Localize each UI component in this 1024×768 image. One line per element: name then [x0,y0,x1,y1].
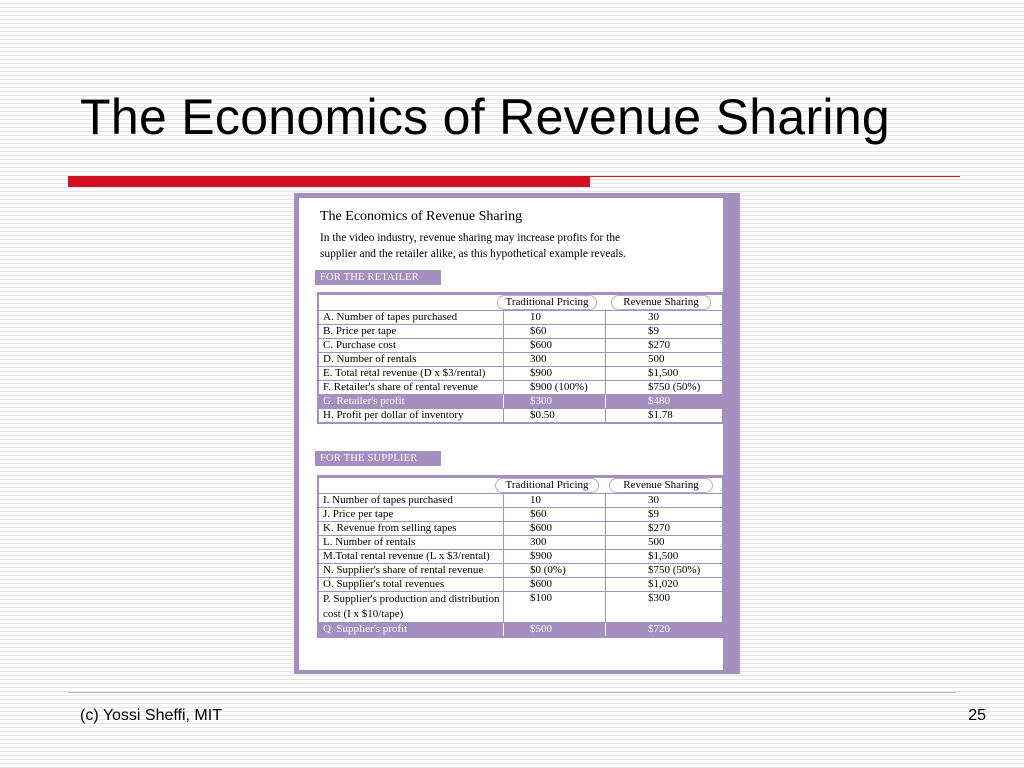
table-row [319,338,722,352]
row-label: Q. Supplier's profit [319,623,504,636]
traditional-value: 300 [504,536,606,549]
table-row [319,549,722,563]
table-row [319,521,722,535]
row-label: N. Supplier's share of rental revenue [319,564,504,577]
supplier-table-header [319,478,722,493]
revenue-sharing-value: $1,500 [648,550,679,562]
traditional-value: $0 (0%) [504,564,606,577]
traditional-value: $0.50 [504,409,606,422]
revenue-sharing-value: $270 [648,339,670,351]
supplier-col-traditional: Traditional Pricing [495,478,599,493]
traditional-value: $600 [504,578,606,591]
table-row [319,507,722,521]
traditional-value: $600 [504,339,606,352]
slide-title: The Economics of Revenue Sharing [80,89,891,145]
revenue-sharing-value: 500 [648,536,665,548]
row-label: I. Number of tapes purchased [319,494,504,507]
traditional-value: $100 [504,592,606,622]
traditional-value: $600 [504,522,606,535]
revenue-sharing-figure [294,193,740,674]
title-accent-bar [68,176,590,187]
row-label: D. Number of rentals [319,353,504,366]
row-label: A. Number of tapes purchased [319,311,504,324]
revenue-sharing-value: 30 [648,311,659,323]
row-label: J. Price per tape [319,508,504,521]
row-label: G. Retailer's profit [319,395,504,408]
traditional-value: $900 (100%) [504,381,606,394]
row-label: M.Total rental revenue (L x $3/rental) [319,550,504,563]
traditional-value: $500 [504,623,606,636]
retailer-col-revenue-sharing: Revenue Sharing [611,295,711,310]
table-row [319,591,722,622]
traditional-value: 300 [504,353,606,366]
row-label: E. Total retal revenue (D x $3/rental) [319,367,504,380]
table-row [319,493,722,507]
traditional-value: 10 [504,494,606,507]
revenue-sharing-value: $480 [648,395,670,407]
revenue-sharing-value: 500 [648,353,665,365]
table-row [319,563,722,577]
revenue-sharing-value: $1,020 [648,578,679,590]
table-row [319,352,722,366]
traditional-value: 10 [504,311,606,324]
revenue-sharing-value: $720 [648,623,670,635]
table-row [319,380,722,394]
traditional-value: $60 [504,325,606,338]
title-accent-line [590,176,960,177]
row-label: H. Profit per dollar of inventory [319,409,504,422]
traditional-value: $60 [504,508,606,521]
table-row [319,324,722,338]
table-row [319,577,722,591]
supplier-table [317,475,724,638]
table-row-highlight [319,622,722,636]
row-label: C. Purchase cost [319,339,504,352]
revenue-sharing-value: $750 (50%) [648,564,701,576]
row-label: K. Revenue from selling tapes [319,522,504,535]
figure-intro: In the video industry, revenue sharing may increase profits for the supplier and the retailer alike, as this hypothetical example reveals. [320,232,626,260]
traditional-value: $900 [504,550,606,563]
figure-title: The Economics of Revenue Sharing [320,209,523,224]
footer-divider [68,692,956,693]
traditional-value: $900 [504,367,606,380]
row-label: L. Number of rentals [319,536,504,549]
retailer-section-label: FOR THE RETAILER [315,270,441,285]
retailer-table-header [319,295,722,310]
revenue-sharing-value: $750 (50%) [648,381,701,393]
supplier-section-label: FOR THE SUPPLIER [315,451,441,466]
row-label: O. Supplier's total revenues [319,578,504,591]
revenue-sharing-value: $1,500 [648,367,679,379]
revenue-sharing-value: $9 [648,325,659,337]
table-row [319,366,722,380]
row-label: B. Price per tape [319,325,504,338]
revenue-sharing-value: $270 [648,522,670,534]
supplier-col-revenue-sharing: Revenue Sharing [609,478,713,493]
retailer-table [317,292,724,424]
revenue-sharing-value: $1.78 [648,409,673,421]
page-number: 25 [968,707,986,724]
figure-panel [299,198,723,670]
revenue-sharing-value: $300 [648,592,670,604]
table-row [319,535,722,549]
table-row [319,408,722,422]
retailer-col-traditional: Traditional Pricing [497,295,597,310]
revenue-sharing-value: 30 [648,494,659,506]
revenue-sharing-value: $9 [648,508,659,520]
footer-credit: (c) Yossi Sheffi, MIT [80,707,222,724]
table-row [319,310,722,324]
row-label: F. Retailer's share of rental revenue [319,381,504,394]
row-label: P. Supplier's production and distribution cost (I x $10/tape) [319,592,504,622]
traditional-value: $300 [504,395,606,408]
table-row-highlight [319,394,722,408]
